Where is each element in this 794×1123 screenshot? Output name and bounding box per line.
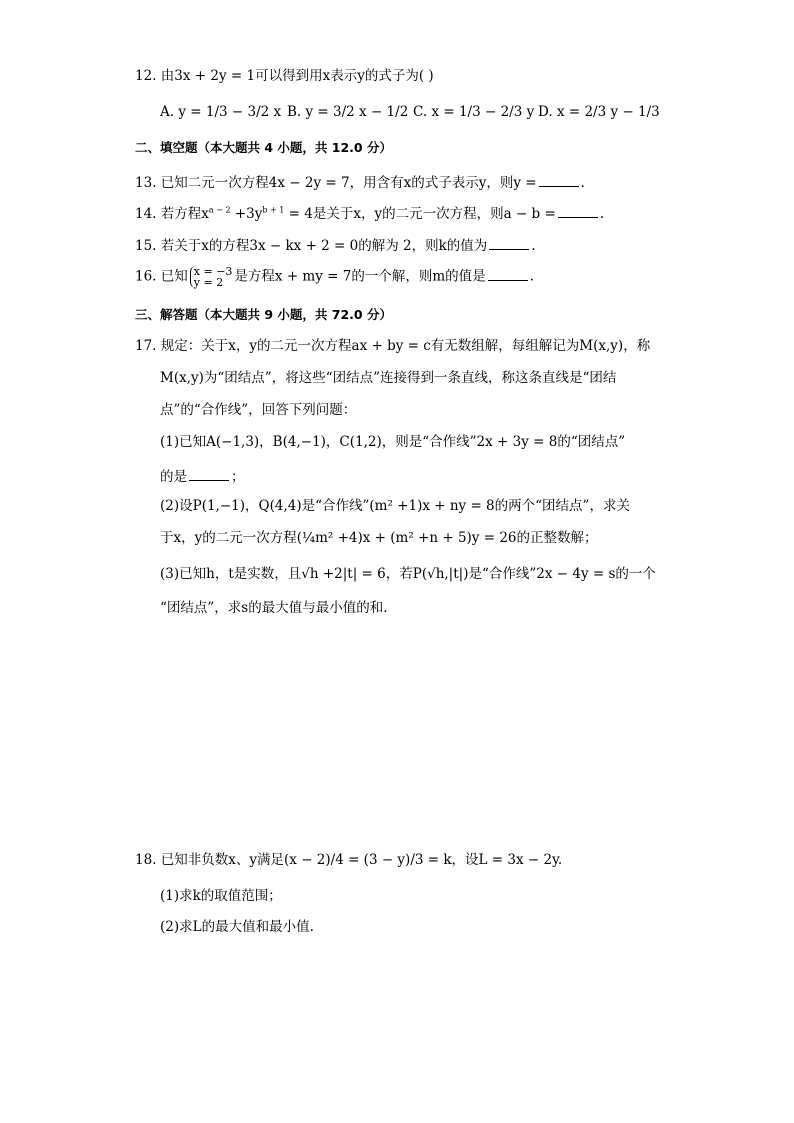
q12-text: 由3x + 2y = 1可以得到用x表示y的式子为( ) — [160, 68, 434, 84]
q17-part-1b-end: ； — [231, 469, 245, 485]
q12-option-d-label: D. — [538, 104, 553, 120]
q15-answer-blank[interactable] — [489, 237, 529, 250]
q17-line-3: 点”的“合作线”，回答下列问题： — [160, 402, 357, 418]
q15-text: 若关于x的方程3x − kx + 2 = 0的解为 2，则k的值为 — [160, 238, 488, 254]
q17-part-2a: (2)设P(1,−1)，Q(4,4)是“合作线”(m² +1)x + ny = 8的两个“团结点”，求关 — [160, 498, 630, 514]
q14-answer-blank[interactable] — [558, 205, 598, 218]
q18-stem — [135, 854, 562, 868]
q13: 13. 已知二元一次方程4x − 2y = 7，用含有x的式子表示y，则y = . — [135, 175, 585, 191]
q16-number: 16. — [135, 268, 157, 285]
q12-option-a — [160, 104, 281, 120]
q12-option-b-label: B. — [287, 104, 302, 120]
q16: 16. 已知 x = −3 y = 2 是方程x + my = 7的一个解，则m的值是 . — [135, 265, 534, 289]
q14-exponent-1: a − 2 — [208, 205, 231, 215]
q12-option-c-text: x = 1/3 − 2/3 y — [431, 104, 535, 120]
q17-text-1: 规定：关于x，y的二元一次方程ax + by = c有无数组解，每组解记为M(x,y)，称 — [160, 338, 651, 354]
q18-number: 18. — [135, 852, 157, 868]
q17-part-1a: (1)已知A(−1,3)，B(4,−1)，C(1,2)，则是“合作线”2x + 3y = 8的“团结点” — [160, 434, 626, 450]
q17-part-3a: (3)已知h，t是实数，且√h +2|t| = 6，若P(√h,|t|)是“合作线”2x − 4y = s的一个 — [160, 566, 656, 582]
q12-option-d — [538, 104, 660, 120]
q16-text-b: 是方程x + my = 7的一个解，则m的值是 — [234, 268, 486, 285]
q12-stem — [135, 70, 434, 84]
q14-text-a: 若方程x — [160, 206, 209, 222]
q18-text: 已知非负数x、y满足(x − 2)/4 = (3 − y)/3 = k，设L = 3x − 2y. — [160, 852, 563, 868]
q17-line-1 — [135, 340, 650, 354]
q12-option-c-label: C. — [413, 104, 428, 120]
q17-part-2b: 于x，y的二元一次方程(¼m² +4)x + (m² +n + 5)y = 26的正整数解； — [160, 530, 598, 546]
q16-text-a: 已知 — [160, 268, 188, 285]
q13-answer-blank[interactable] — [539, 174, 579, 187]
q17-part-1b — [160, 468, 245, 485]
q17-answer-blank[interactable] — [189, 468, 229, 481]
q18-part-1: (1)求k的取值范围； — [160, 888, 282, 904]
q14-text-b: +3y — [230, 206, 263, 222]
q14-exponent-2: b + 1 — [262, 205, 285, 215]
q16-answer-blank[interactable] — [488, 268, 528, 281]
q18-part-2: (2)求L的最大值和最小值. — [160, 919, 314, 935]
q16-equation-system — [190, 266, 233, 288]
q16-system-line-1: x = −3 — [193, 265, 233, 278]
q12-option-b-text: y = 3/2 x − 1/2 — [305, 104, 409, 120]
q12-option-c — [413, 104, 534, 120]
q13-number: 13. — [135, 175, 157, 191]
q12-option-a-label: A. — [160, 104, 175, 120]
q17-line-2: M(x,y)为“团结点”，将这些“团结点”连接得到一条直线，称这条直线是“团结 — [160, 370, 617, 386]
q12-option-d-text: x = 2/3 y − 1/3 — [556, 104, 660, 120]
q17-part-1b-text: 的是 — [160, 469, 187, 485]
section-solve-heading: 三、解答题（本大题共 9 小题，共 72.0 分） — [135, 307, 392, 322]
q15: 15. 若关于x的方程3x − kx + 2 = 0的解为 2，则k的值为 . — [135, 238, 536, 254]
q14: 14. 若方程$x^{a - 2} +3y^{b + 1} = 4$是关于x，y的二元一次方程，则a − b = . — [135, 205, 605, 222]
q12-option-b — [287, 104, 408, 120]
q17-number: 17. — [135, 338, 157, 354]
q12-option-a-text: y = 1/3 − 3/2 x — [178, 104, 282, 120]
q12-number: 12. — [135, 68, 157, 84]
q15-number: 15. — [135, 238, 157, 254]
q14-number: 14. — [135, 206, 157, 222]
q16-system-line-2: y = 2 — [193, 276, 224, 289]
q17-part-3b: “团结点”，求s的最大值与最小值的和. — [160, 600, 388, 616]
section-fill-in-heading: 二、填空题（本大题共 4 小题，共 12.0 分） — [135, 140, 392, 155]
q14-text-c: = 4是关于x，y的二元一次方程，则a − b = — [284, 206, 556, 222]
q13-text: 已知二元一次方程4x − 2y = 7，用含有x的式子表示y，则y = — [160, 175, 537, 191]
